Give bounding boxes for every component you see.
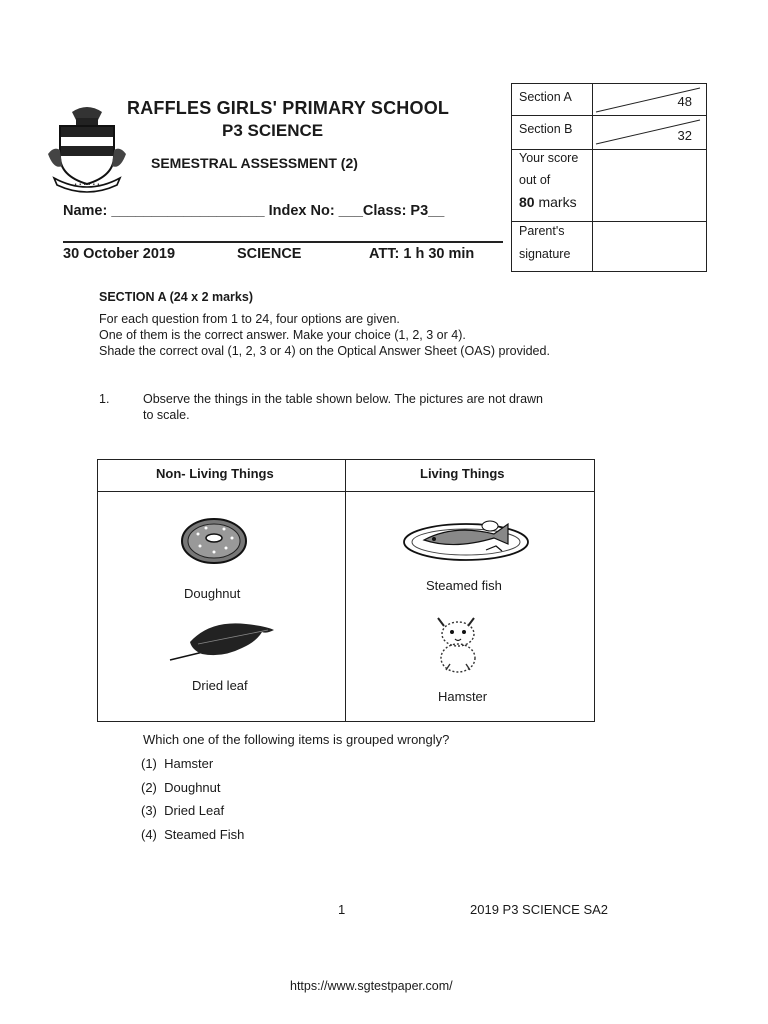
hamster-picture xyxy=(430,612,486,676)
steamed-fish-caption: Steamed fish xyxy=(426,578,502,593)
instruction-line-2: One of them is the correct answer. Make your choice (1, 2, 3 or 4). xyxy=(99,328,466,342)
score-box xyxy=(511,83,707,272)
header-divider xyxy=(63,241,503,243)
option-4: (4) Steamed Fish xyxy=(141,827,245,842)
section-b-label: Section B xyxy=(519,122,573,136)
svg-text:• • • • • •: • • • • • • xyxy=(74,182,100,188)
dried-leaf-caption: Dried leaf xyxy=(192,678,248,693)
exam-paper: SCIENCE xyxy=(237,246,302,262)
option-3: (3) Dried Leaf xyxy=(141,803,225,818)
total-marks-word: marks xyxy=(538,194,577,210)
page-number: 1 xyxy=(338,902,346,917)
assessment-title: SEMESTRAL ASSESSMENT (2) xyxy=(151,155,358,171)
total-marks-number: 80 xyxy=(519,194,535,210)
paper-code: 2019 P3 SCIENCE SA2 xyxy=(470,902,609,917)
your-score-label: Your score xyxy=(519,151,579,165)
school-name: RAFFLES GIRLS' PRIMARY SCHOOL xyxy=(127,98,450,118)
non-living-header: Non- Living Things xyxy=(156,466,274,481)
hamster-caption: Hamster xyxy=(438,689,488,704)
section-a-score: 48 xyxy=(677,94,692,109)
student-info-line: Name: ___________________ Index No: ___Class: P3__ xyxy=(63,203,445,219)
instruction-line-1: For each question from 1 to 24, four options are given. xyxy=(99,312,400,326)
doughnut-caption: Doughnut xyxy=(184,586,241,601)
subject-title: P3 SCIENCE xyxy=(222,121,324,140)
option-2: (2) Doughnut xyxy=(141,780,221,795)
table-header-divider xyxy=(98,491,594,492)
instruction-line-3: Shade the correct oval (1, 2, 3 or 4) on the Optical Answer Sheet (OAS) provided. xyxy=(99,344,550,358)
doughnut-picture xyxy=(180,516,248,566)
steamed-fish-picture xyxy=(402,512,530,564)
table-column-divider xyxy=(345,460,346,721)
source-url: https://www.sgtestpaper.com/ xyxy=(290,979,453,993)
signature-label: signature xyxy=(519,247,571,261)
section-b-score: 32 xyxy=(677,128,692,143)
living-header: Living Things xyxy=(420,466,505,481)
question-text-line-2: to scale. xyxy=(143,408,190,422)
option-1: (1) Hamster xyxy=(141,756,214,771)
question-prompt: Which one of the following items is grouped wrongly? xyxy=(143,732,450,747)
section-a-label: Section A xyxy=(519,90,572,104)
question-text-line-1: Observe the things in the table shown below. The pictures are not drawn xyxy=(143,392,544,406)
dried-leaf-picture xyxy=(168,618,278,666)
exam-date: 30 October 2019 xyxy=(63,246,176,262)
out-of-label: out of xyxy=(519,173,551,187)
question-number: 1. xyxy=(99,392,110,406)
living-things-table xyxy=(97,459,595,722)
total-marks-label xyxy=(519,194,577,210)
section-a-title: SECTION A (24 x 2 marks) xyxy=(99,290,253,304)
school-crest-logo xyxy=(44,104,130,194)
exam-duration: ATT: 1 h 30 min xyxy=(369,246,475,262)
parent-label: Parent's xyxy=(519,224,565,238)
